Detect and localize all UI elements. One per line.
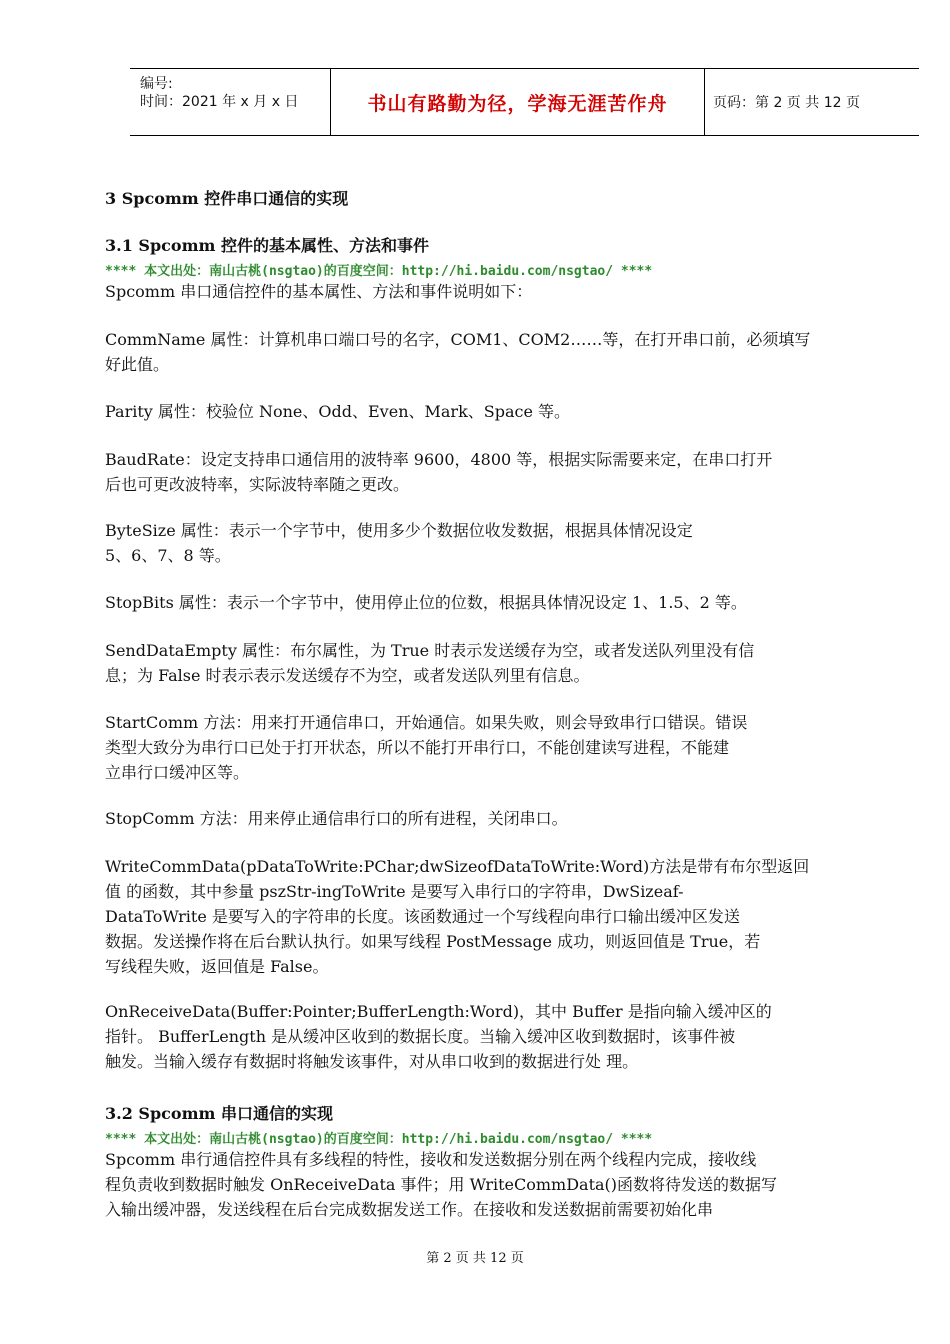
source-note: **** 本文出处：南山古桃(nsgtao)的百度空间：http://hi.baidu.com/nsgtao/ **** [105,264,653,279]
document-time-label: 时间：2021 年 x 月 x 日 [140,94,299,110]
header-motto-cell [331,69,705,135]
paragraph-onreceivedata: OnReceiveData(Buffer:Pointer;BufferLength:Word)，其中 Buffer 是指向输入缓冲区的 指针。 BufferLength 是从缓冲区收到的数据长度。当输入缓冲区收到数据时，该事件被 触发。当输入缓存有数据时将触发该事件，对从串口收到的数据进行处 理。 [105,1002,772,1071]
paragraph-baudrate: BaudRate：设定支持串口通信用的波特率 9600，4800 等，根据实际需要来定，在串口打开 后也可更改波特率，实际波特率随之更改。 [105,450,773,494]
page-footer: 第 2 页 共 12 页 [426,1251,524,1266]
section-3-2-title: 3.2 Spcomm 串口通信的实现 [105,1104,333,1123]
paragraph-stopbits: StopBits 属性：表示一个字节中，使用停止位的位数，根据具体情况设定 1、1.5、2 等。 [105,593,747,612]
paragraph-startcomm: StartComm 方法：用来打开通信串口，开始通信。如果失败，则会导致串行口错误。错误 类型大致分为串行口已处于打开状态，所以不能打开串行口，不能创建读写进程，不能建 立串行口缓冲区等。 [105,713,748,782]
paragraph-commname: CommName 属性：计算机串口端口号的名字，COM1、COM2……等，在打开串口前，必须填写 好此值。 [105,330,811,374]
source-note-2: **** 本文出处：南山古桃(nsgtao)的百度空间：http://hi.baidu.com/nsgtao/ **** [105,1132,653,1147]
header-meta-cell [130,69,331,135]
paragraph-section-3-2: Spcomm 串行通信控件具有多线程的特性，接收和发送数据分别在两个线程内完成，接收线 程负责收到数据时触发 OnReceiveData 事件；用 WriteCommData()函数将待发送的数据写 入输出缓冲器，发送线程在后台完成数据发送工作。在接收和发送数据前需要初始化串 [105,1150,778,1219]
paragraph-writecommdata: WriteCommData(pDataToWrite:PChar;dwSizeofDataToWrite:Word)方法是带有布尔型返回 值 的函数，其中参量 pszStr-ingToWrite 是要写入串行口的字符串，DwSizeaf- DataToWrite 是要写入的字符串的长度。该函数通过一个写线程向串行口输出缓冲区发送 数据。发送操作将在后台默认执行。如果写线程 PostMessage 成功，则返回值是 True，若 写线程失败，返回值是 False。 [105,857,810,976]
document-number-label: 编号: [140,76,173,92]
paragraph-bytesize: ByteSize 属性：表示一个字节中，使用多少个数据位收发数据，根据具体情况设定 5、6、7、8 等。 [105,521,693,565]
paragraph-stopcomm: StopComm 方法：用来停止通信串行口的所有进程，关闭串口。 [105,809,568,828]
section-3-title: 3 Spcomm 控件串口通信的实现 [105,189,349,208]
page-header [130,68,919,136]
header-page-cell [705,69,919,135]
section-3-1-title: 3.1 Spcomm 控件的基本属性、方法和事件 [105,236,429,255]
paragraph-parity: Parity 属性：校验位 None、Odd、Even、Mark、Space 等。 [105,402,571,421]
paragraph-intro: Spcomm 串口通信控件的基本属性、方法和事件说明如下： [105,282,533,301]
header-page-number: 页码：第 2 页 共 12 页 [713,95,860,111]
header-motto: 书山有路勤为径，学海无涯苦作舟 [367,92,668,115]
paragraph-senddataempty: SendDataEmpty 属性：布尔属性，为 True 时表示发送缓存为空，或者发送队列里没有信 息；为 False 时表示表示发送缓存不为空，或者发送队列里有信息。 [105,641,755,685]
